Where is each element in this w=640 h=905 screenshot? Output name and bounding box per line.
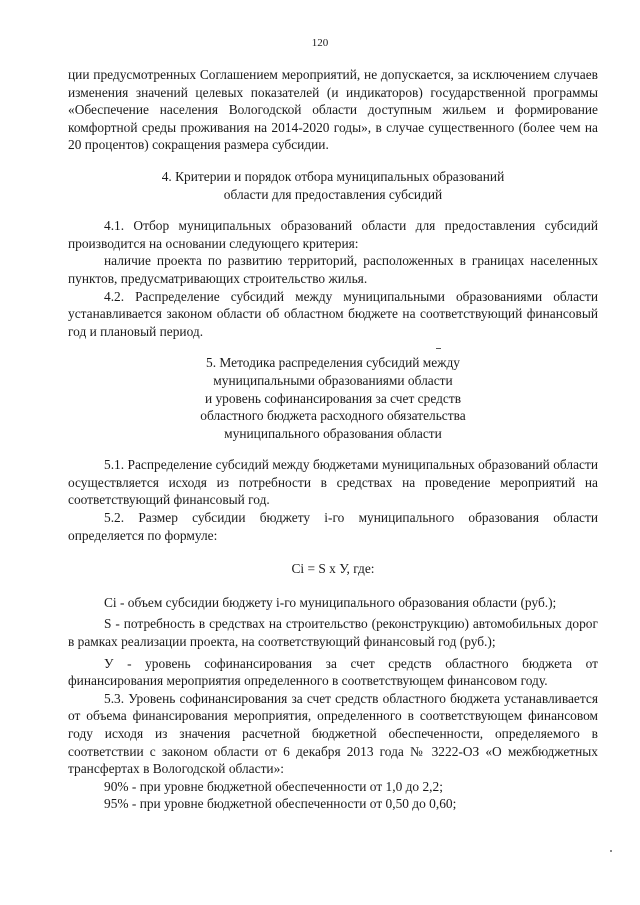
heading-line: 4. Критерии и порядок отбора муниципальных образований xyxy=(161,168,505,184)
paragraph-criterion: наличие проекта по развитию территорий, расположенных в границах населенных пунктов, предусматривающих строительство жилья. xyxy=(68,253,598,286)
section-5-heading xyxy=(68,354,598,442)
scan-dot xyxy=(610,850,612,852)
paragraph-5-3: 5.3. Уровень софинансирования за счет средств областного бюджета устанавливается от объема финансирования мероприятия, определенного в соответствующем финансовом году исходя из значения расчетной бюджетной обеспеченности, определяемого в соответствии с законом области от 6 декабря 2013 года № 3222-ОЗ «О межбюджетных трансфертах в Вологодской области»: xyxy=(68,690,598,777)
heading-line: областного бюджета расходного обязательства xyxy=(200,408,466,424)
paragraph-intro: ции предусмотренных Соглашением мероприятий, не допускается, за исключением случаев изменения значений целевых показателей (и индикаторов) государственной программы «Обеспечение населения Вологодской области доступным жильем и формирование комфортной среды проживания на 2014-2020 годы», в случае существенного (более чем на 20 процентов) сокращения размера субсидии. xyxy=(68,67,598,153)
paragraph-5-1: 5.1. Распределение субсидий между бюджетами муниципальных образований области осуществляется исходя из потребности в средствах на проведение мероприятий на соответствующий финансовый год. xyxy=(68,457,598,508)
definition-s: S - потребность в средствах на строительство (реконструкцию) автомобильных дорог в рамках реализации проекта, на соответствующий финансовый год (руб.); xyxy=(68,616,598,650)
paragraph-5-2: 5.2. Размер субсидии бюджету i-го муниципального образования области определяется по формуле: xyxy=(68,510,598,543)
formula: Ci = S x У, где: xyxy=(291,561,375,577)
section-4-heading xyxy=(68,168,598,203)
definition-ci: Ci - объем субсидии бюджету i-го муниципального образования области (руб.); xyxy=(104,594,557,610)
heading-line: муниципальными образованиями области xyxy=(213,372,453,388)
list-item-90: 90% - при уровне бюджетной обеспеченности от 1,0 до 2,2; xyxy=(104,778,443,794)
heading-line: и уровень софинансирования за счет средств xyxy=(204,390,462,406)
document-body xyxy=(68,66,598,813)
paragraph-4-1: 4.1. Отбор муниципальных образований области для предоставления субсидий производится на основании следующего критерия: xyxy=(68,218,598,251)
page-number: 120 xyxy=(311,37,329,49)
heading-line: муниципального образования области xyxy=(224,425,442,441)
heading-line: 5. Методика распределения субсидий между xyxy=(206,355,460,371)
list-item-95: 95% - при уровне бюджетной обеспеченности от 0,50 до 0,60; xyxy=(104,796,457,812)
scan-mark xyxy=(436,348,441,349)
paragraph-4-2: 4.2. Распределение субсидий между муниципальными образованиями области устанавливается законом области об областном бюджете на соответствующий финансовый год и плановый период. xyxy=(68,288,598,339)
heading-line: области для предоставления субсидий xyxy=(223,186,443,202)
definition-u: У - уровень софинансирования за счет средств областного бюджета от финансирования мероприятия определенного в соответствующем финансовом году. xyxy=(68,655,598,689)
